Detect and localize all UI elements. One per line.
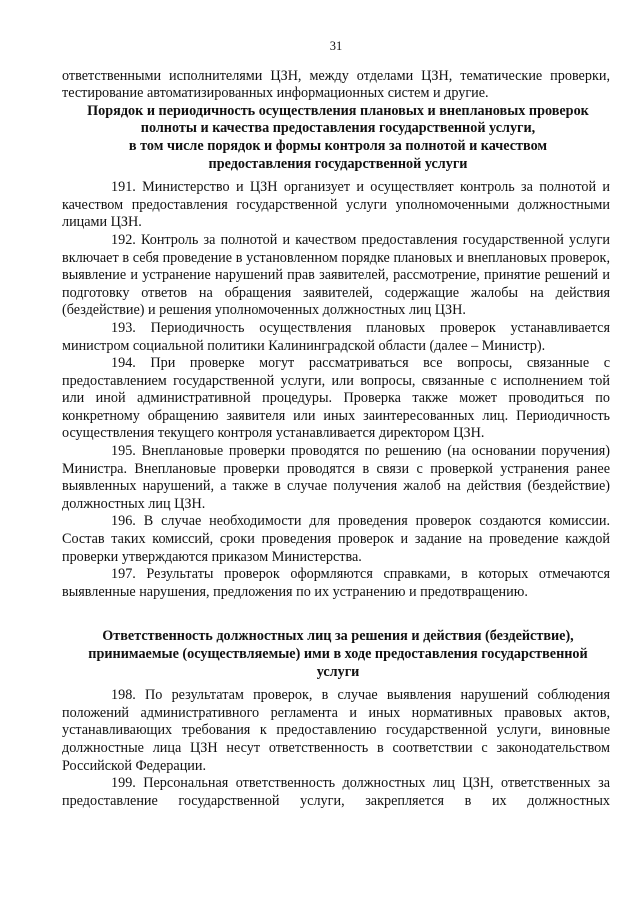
paragraph-196: 196. В случае необходимости для проведения проверок создаются комиссии. Состав таких комиссий, сроки проведения проверок и задание на проведение каждой проверки утверждаются приказом Министерства. — [62, 513, 610, 565]
paragraph-197: 197. Результаты проверок оформляются справками, в которых отмечаются выявленные нарушения, предложения по их устранению и предотвращению. — [62, 566, 610, 600]
heading-line: в том числе порядок и формы контроля за полнотой и качеством — [128, 137, 548, 154]
section-heading-responsibility — [62, 628, 610, 681]
paragraph-195: 195. Внеплановые проверки проводятся по решению (на основании поручения) Министра. Внеплановые проверки проводятся в связи с проверкой устранения ранее выявленных нарушений, а также в случае получения жалоб на действия (бездействие) должностных лиц ЦЗН. — [62, 443, 610, 512]
page-number: 31 — [329, 39, 343, 53]
heading-line: полноты и качества предоставления государственной услуги, — [140, 120, 536, 137]
paragraph-192: 192. Контроль за полнотой и качеством предоставления государственной услуги включает в себя проведение в установленном порядке плановых и внеплановых проверок, выявление и устранение нарушений прав заявителей, рассмотрение, принятие решений и подготовку ответов на обращения заявителей, содержащие жалобы на действия (бездействие) и решения уполномоченных должностных лиц ЦЗН. — [62, 231, 610, 319]
paragraph-199: 199. Персональная ответственность должностных лиц ЦЗН, ответственных за предоставление государственной услуги, закрепляется в их должностных — [62, 775, 610, 809]
heading-line: Ответственность должностных лиц за решения и действия (бездействие), — [102, 628, 574, 645]
paragraph-198: 198. По результатам проверок, в случае выявления нарушений соблюдения положений административного регламента и иных нормативных правовых актов, устанавливающих требования к предоставлению государственной услуги, виновные должностные лица ЦЗН несут ответственность в соответствии с законодательством Российской Федерации. — [62, 687, 610, 774]
intro-paragraph: ответственными исполнителями ЦЗН, между отделами ЦЗН, тематические проверки, тестирование автоматизированных информационных систем и другие. — [62, 67, 610, 102]
heading-line: предоставления государственной услуги — [208, 155, 468, 172]
section-heading-control — [62, 103, 610, 173]
heading-line: услуги — [316, 663, 360, 680]
paragraph-194: 194. При проверке могут рассматриваться все вопросы, связанные с предоставлением государственной услуги, или вопросы, связанные с исполнением той или иной административной процедуры. Проверка также может проводиться по конкретному обращению заявителя или иных заинтересованных лиц. Периодичность осуществления текущего контроля устанавливается директором ЦЗН. — [62, 355, 610, 442]
paragraph-191: 191. Министерство и ЦЗН организует и осуществляет контроль за полнотой и качеством предоставления государственной услуги уполномоченными должностными лицами ЦЗН. — [62, 179, 610, 231]
heading-line: принимаемые (осуществляемые) ими в ходе предоставления государственной — [88, 646, 588, 662]
paragraph-193: 193. Периодичность осуществления плановых проверок устанавливается министром социальной политики Калининградской области (далее – Министр). — [62, 319, 610, 354]
heading-line: Порядок и периодичность осуществления плановых и внеплановых проверок — [87, 102, 589, 119]
